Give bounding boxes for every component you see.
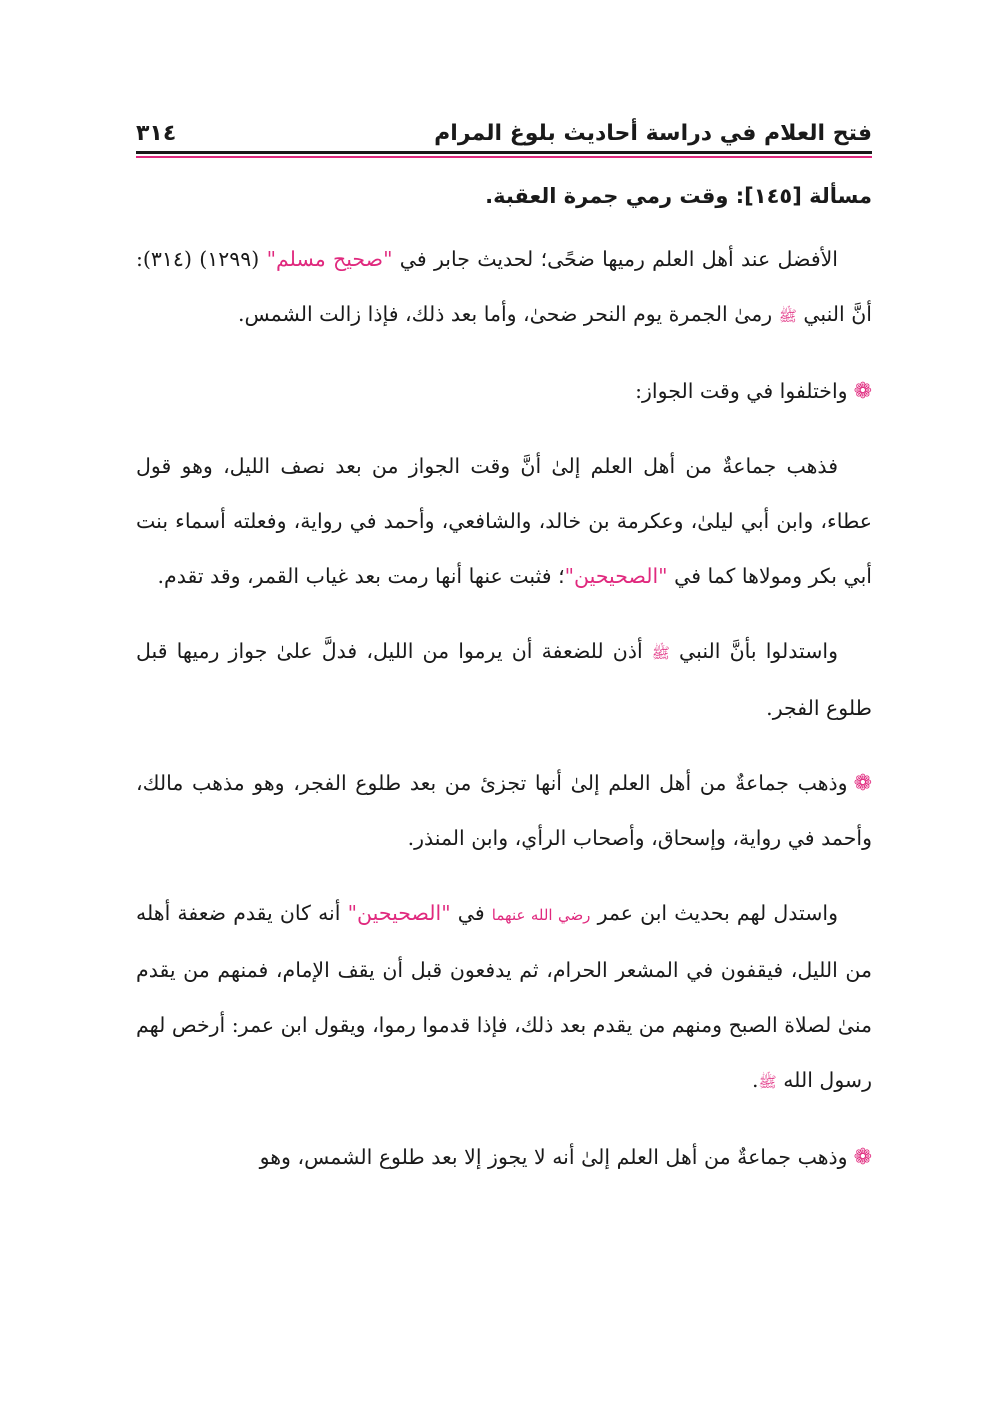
radiallah-glyph: رضي الله عنهما [491,906,591,924]
paragraph [136,886,872,1110]
paragraph-text: رمىٰ الجمرة يوم النحر ضحىٰ، وأما بعد ذلك، فإذا زالت الشمس. [237,302,779,326]
paragraph [136,624,872,736]
paragraph-text: وذهب جماعةٌ من أهل العلم إلىٰ أنها تجزئ من بعد طلوع الفجر، وهو مذهب مالك، وأحمد في رواية، وإسحاق، وأصحاب الرأي، وابن المنذر. [136,771,872,850]
paragraph-text: واختلفوا في وقت الجواز: [635,379,848,403]
paragraph-text: ؛ فثبت عنها أنها رمت بعد غياب القمر، وقد تقدم. [157,564,565,588]
issue-heading [136,178,872,214]
issue-label: مسألة [١٤٥]: [735,184,872,208]
paragraph-text: في [450,901,492,925]
book-title: فتح العلام في دراسة أحاديث بلوغ المرام [434,121,872,146]
paragraph-text: واستدل لهم بحديث ابن عمر [590,901,838,925]
paragraph [136,232,872,344]
paragraph [136,364,872,419]
salawat-glyph: ﷺ [778,307,797,325]
issue-title: وقت رمي جمرة العقبة. [485,184,729,208]
salawat-glyph: ﷺ [651,644,670,662]
paragraph [136,1130,872,1185]
quoted-source: "الصحيحين" [564,564,668,588]
header-rule-pink [136,156,872,158]
paragraph [136,439,872,604]
paragraph-text: . [752,1068,759,1092]
paragraph-text: أنه كان يقدم ضعفة أهله من الليل، فيقفون في المشعر الحرام، ثم يدفعون قبل أن يقف الإمام، فمنهم من يقدم منىٰ لصلاة الصبح ومنهم من يقدم بعد ذلك، فإذا قدموا رموا، ويقول ابن عمر: أرخص لهم رسول الله [136,901,872,1092]
flower-bullet-icon: ❁ [853,1145,872,1170]
document-page [136,0,872,1418]
quoted-source: "الصحيحين" [347,901,451,925]
paragraph-text: (١٢٩٩) (٣١٤): أنَّ النبي [136,247,872,326]
paragraph-text: أذن للضعفة أن يرموا من الليل، فدلَّ علىٰ جواز رميها قبل طلوع الفجر. [136,639,872,720]
paragraph-text: وذهب جماعةٌ من أهل العلم إلىٰ أنه لا يجوز إلا بعد طلوع الشمس، وهو [259,1145,848,1169]
page-number: ٣١٤ [136,121,177,146]
salawat-glyph: ﷺ [758,1073,777,1091]
paragraph-text: واستدلوا بأنَّ النبي [669,639,838,663]
paragraph-text: الأفضل عند أهل العلم رميها ضحًى؛ لحديث جابر في [392,247,839,271]
quoted-source: "صحيح مسلم" [266,247,393,271]
paragraph [136,756,872,866]
running-header [136,118,872,154]
body-text [136,232,872,1205]
flower-bullet-icon: ❁ [853,771,872,796]
paragraph-text: فذهب جماعةٌ من أهل العلم إلىٰ أنَّ وقت الجواز من بعد نصف الليل، وهو قول عطاء، وابن أبي ليلىٰ، وعكرمة بن خالد، والشافعي، وأحمد في رواية، وفعلته أسماء بنت أبي بكر ومولاها كما في [136,454,872,588]
header-rule-dark [136,151,872,154]
flower-bullet-icon: ❁ [853,379,872,404]
